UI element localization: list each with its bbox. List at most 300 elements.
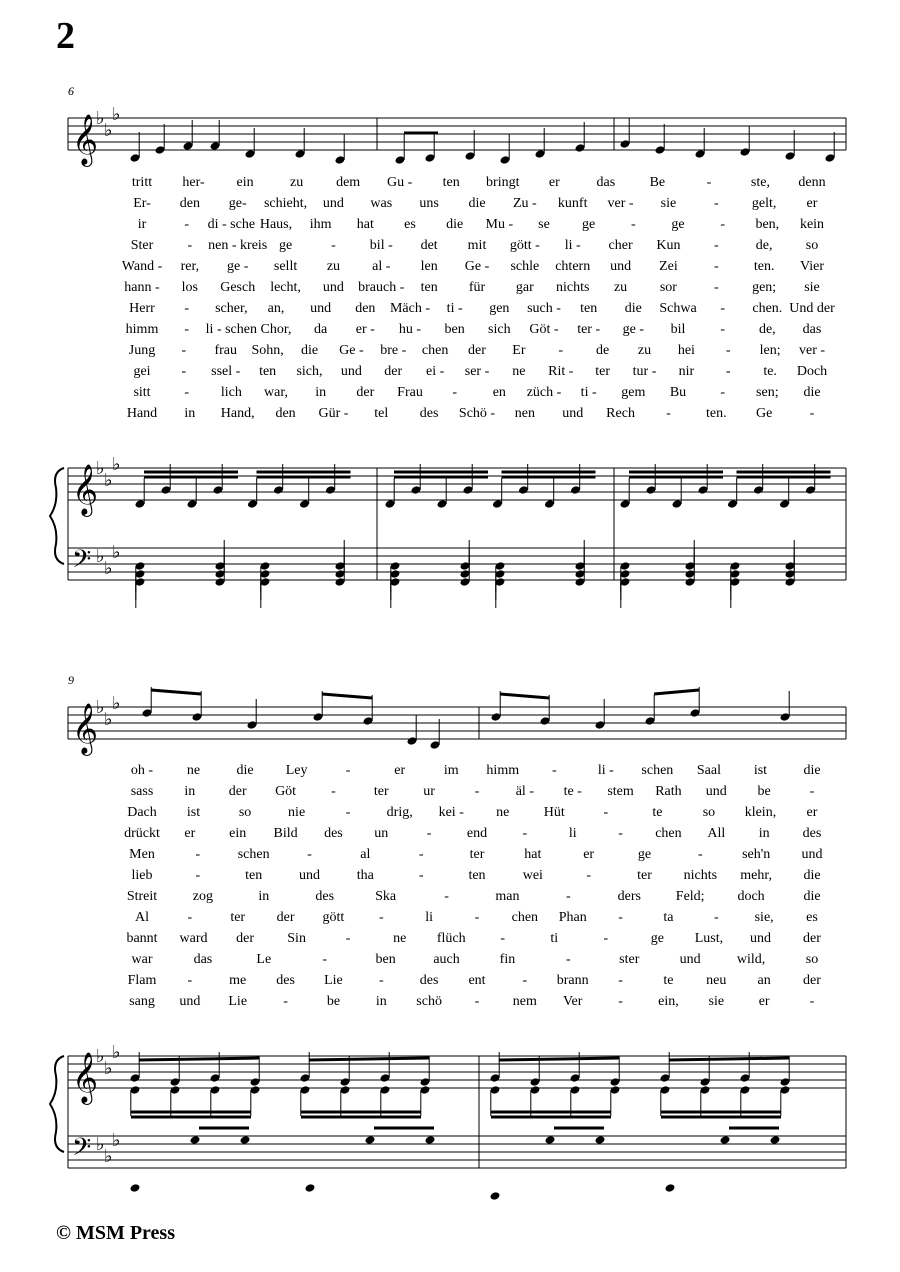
lyric-syllable: Ley xyxy=(285,763,308,778)
lyric-syllable: Sohn, xyxy=(251,343,284,358)
lyric-syllable: der xyxy=(468,343,486,358)
lyric-syllable: ver - xyxy=(798,343,826,358)
lyric-syllable: gen; xyxy=(752,280,777,295)
lyric-syllable: - xyxy=(618,826,623,841)
lyric-syllable: - xyxy=(418,868,424,883)
lyric-syllable: al xyxy=(360,847,371,862)
lyric-syllable: ten xyxy=(245,868,263,883)
lyric-syllable: gött xyxy=(322,910,345,925)
lyric-syllable: des xyxy=(419,406,439,421)
lyric-syllable: die xyxy=(446,217,464,232)
lyric-syllable: Men xyxy=(129,847,155,862)
lyric-syllable: äl - xyxy=(515,784,534,799)
lyric-syllable: hann - xyxy=(124,280,160,295)
lyric-syllable: sang xyxy=(129,994,155,1009)
lyric-syllable: sie xyxy=(660,196,677,211)
lyric-syllable: bringt xyxy=(486,175,520,190)
lyric-syllable: - xyxy=(331,784,336,799)
bass-note xyxy=(595,1135,606,1145)
lyric-line xyxy=(112,931,852,952)
lyric-syllable: - xyxy=(566,889,571,904)
lyric-syllable: - xyxy=(558,343,564,358)
lyric-line xyxy=(112,406,852,427)
bass-note xyxy=(130,1183,141,1193)
lyric-syllable: - xyxy=(809,406,815,421)
lyric-syllable: - xyxy=(603,931,609,946)
lyric-syllable: drückt xyxy=(124,826,160,841)
lyric-syllable: ter xyxy=(595,364,611,379)
lyric-syllable: er xyxy=(806,196,818,211)
lyric-syllable: Le xyxy=(256,952,272,967)
lyric-line xyxy=(112,763,852,784)
lyric-syllable: sie xyxy=(708,994,725,1009)
lyric-syllable: sor xyxy=(659,280,677,295)
lyric-line xyxy=(112,238,852,259)
lyric-syllable: so xyxy=(805,238,819,253)
lyric-syllable: Schwa xyxy=(659,301,697,316)
lyric-syllable: Lust, xyxy=(694,931,724,946)
lyric-syllable: Dach xyxy=(127,805,157,820)
lyric-syllable: det xyxy=(420,238,438,253)
lyric-syllable: Kun xyxy=(656,238,681,253)
lyric-syllable: di - sche xyxy=(207,217,256,232)
lyric-syllable: nen xyxy=(514,406,535,421)
lyric-syllable: und xyxy=(310,301,332,316)
lyric-syllable: ssel - xyxy=(211,364,241,379)
lyric-syllable: Streit xyxy=(126,889,158,904)
flat-sign: ♭ xyxy=(112,1042,121,1063)
lyric-syllable: - xyxy=(181,343,187,358)
lyric-syllable: was xyxy=(370,196,393,211)
lyric-syllable: Vier xyxy=(799,259,825,274)
lyric-syllable: her- xyxy=(182,175,205,190)
lyric-syllable: ser - xyxy=(464,364,490,379)
lyric-syllable: ge xyxy=(582,217,596,232)
lyric-syllable: der xyxy=(228,784,247,799)
lyric-syllable: die xyxy=(236,763,254,778)
lyric-syllable: der xyxy=(236,931,255,946)
lyric-syllable: war, xyxy=(264,385,288,400)
lyric-syllable: al - xyxy=(372,259,391,274)
lyric-syllable: den xyxy=(355,301,376,316)
lyric-syllable: Feld; xyxy=(675,889,705,904)
flat-sign: ♭ xyxy=(96,108,105,129)
bass-note xyxy=(770,1135,781,1145)
lyric-syllable: - xyxy=(618,910,623,925)
lyric-syllable: ten xyxy=(442,175,460,190)
lyric-syllable: - xyxy=(720,322,725,337)
lyric-syllable: ter - xyxy=(577,322,601,337)
beam xyxy=(151,690,201,694)
brace xyxy=(50,468,64,564)
lyric-syllable: de xyxy=(596,343,610,358)
lyric-syllable: tur - xyxy=(632,364,657,379)
bass-clef: 𝄢 xyxy=(72,545,92,580)
lyric-syllable: schö xyxy=(416,994,442,1009)
lyric-syllable: an, xyxy=(267,301,285,316)
lyric-syllable: schle xyxy=(510,259,540,274)
lyric-syllable: zu xyxy=(326,259,341,274)
lyric-syllable: ge xyxy=(650,931,664,946)
lyric-syllable: lecht, xyxy=(270,280,301,295)
lyric-syllable: an xyxy=(757,973,771,988)
bass-note xyxy=(240,1135,251,1145)
lyric-syllable: sie, xyxy=(754,910,774,925)
lyric-syllable: Ska xyxy=(375,889,397,904)
lyric-syllable: ter xyxy=(230,910,246,925)
lyric-syllable: me xyxy=(229,973,247,988)
lyric-syllable: - xyxy=(331,238,336,253)
lyric-syllable: und xyxy=(705,784,727,799)
lyric-syllable: ir xyxy=(137,217,147,232)
lyric-line xyxy=(112,196,852,217)
lyric-syllable: nichts xyxy=(555,280,590,295)
flat-sign: ♭ xyxy=(104,558,113,579)
lyric-syllable: - xyxy=(725,364,731,379)
lyric-syllable: ne xyxy=(512,364,526,379)
lyric-syllable: zu xyxy=(613,280,628,295)
lyric-syllable: zu xyxy=(290,175,304,190)
lyric-syllable: für xyxy=(468,280,486,295)
lyric-syllable: li - schen xyxy=(205,322,257,337)
lyric-syllable: tel xyxy=(374,406,389,421)
lyric-syllable: ist xyxy=(753,763,768,778)
brace xyxy=(50,1056,64,1152)
lyric-syllable: und xyxy=(679,952,701,967)
lyric-syllable: hat xyxy=(356,217,374,232)
lyric-syllable: war xyxy=(131,952,153,967)
lyric-syllable: tritt xyxy=(131,175,153,190)
lyric-syllable: sich, xyxy=(296,364,323,379)
lyric-syllable: - xyxy=(713,238,719,253)
lyric-syllable: - xyxy=(378,973,384,988)
lyric-syllable: züch - xyxy=(526,385,562,400)
beam xyxy=(139,1058,259,1060)
lyric-syllable: - xyxy=(474,994,480,1009)
lyric-syllable: zu xyxy=(637,343,652,358)
lyric-syllable: gött - xyxy=(509,238,540,253)
lyric-syllable: - xyxy=(418,847,424,862)
lyric-syllable: ge xyxy=(671,217,685,232)
lyric-syllable: der xyxy=(356,385,375,400)
lyric-syllable: nie xyxy=(288,805,306,820)
lyric-syllable: in xyxy=(375,994,387,1009)
lyric-syllable: Flam xyxy=(127,973,157,988)
lyric-syllable: dem xyxy=(336,175,361,190)
flat-sign: ♭ xyxy=(104,1058,113,1079)
bass-note xyxy=(365,1135,376,1145)
lyric-syllable: stem xyxy=(607,784,634,799)
lyric-syllable: Bild xyxy=(273,826,298,841)
lyric-syllable: en xyxy=(492,385,506,400)
lyric-line xyxy=(112,805,852,826)
lyric-syllable: und xyxy=(179,994,201,1009)
lyric-syllable: den xyxy=(179,196,200,211)
beam xyxy=(499,1058,619,1060)
lyric-syllable: de, xyxy=(755,238,773,253)
lyric-syllable: - xyxy=(187,910,193,925)
lyric-syllable: - xyxy=(720,301,725,316)
lyric-syllable: ders xyxy=(617,889,641,904)
lyric-syllable: be xyxy=(326,994,341,1009)
lyric-syllable: brauch - xyxy=(358,280,405,295)
lyric-line xyxy=(112,973,852,994)
lyric-syllable: mehr, xyxy=(740,868,773,883)
lyric-syllable: - xyxy=(474,910,480,925)
bass-clef: 𝄢 xyxy=(72,1133,92,1168)
lyric-syllable: rer, xyxy=(180,259,200,274)
flat-sign: ♭ xyxy=(112,1130,121,1151)
treble-clef: 𝄞 xyxy=(72,703,99,754)
lyric-syllable: cher xyxy=(608,238,633,253)
lyric-syllable: Bu xyxy=(669,385,687,400)
lyric-syllable: es xyxy=(404,217,416,232)
lyric-line xyxy=(112,994,852,1015)
lyric-syllable: Frau xyxy=(397,385,423,400)
lyric-syllable: Chor, xyxy=(260,322,292,337)
lyric-line xyxy=(112,826,852,847)
copyright-notice: © MSM Press xyxy=(56,1222,175,1244)
lyric-syllable: hu - xyxy=(398,322,422,337)
lyric-syllable: - xyxy=(181,364,187,379)
lyric-syllable: Ge - xyxy=(464,259,490,274)
flat-sign: ♭ xyxy=(112,454,121,475)
flat-sign: ♭ xyxy=(112,693,121,714)
lyric-syllable: Saal xyxy=(696,763,721,778)
lyric-syllable: hat xyxy=(524,847,542,862)
bass-note xyxy=(545,1135,556,1145)
lyric-syllable: ge xyxy=(278,238,293,253)
lyric-syllable: ster xyxy=(619,952,640,967)
lyric-syllable: und xyxy=(801,847,823,862)
lyric-line xyxy=(112,322,852,343)
lyric-syllable: denn xyxy=(798,175,826,190)
lyric-syllable: gei xyxy=(133,364,151,379)
lyric-syllable: - xyxy=(426,826,432,841)
lyric-syllable: - xyxy=(195,847,201,862)
lyric-syllable: - xyxy=(187,973,193,988)
lyric-syllable: neu xyxy=(706,973,727,988)
lyric-syllable: Herr xyxy=(129,301,155,316)
lyric-syllable: - xyxy=(187,238,193,253)
lyric-syllable: end xyxy=(466,826,488,841)
lyric-syllable: ti xyxy=(550,931,559,946)
lyric-syllable: chen xyxy=(511,910,539,925)
lyric-syllable: ne xyxy=(186,763,201,778)
lyric-syllable: gem xyxy=(621,385,646,400)
lyrics-block-system-1 xyxy=(112,175,852,427)
bass-note xyxy=(720,1135,731,1145)
lyric-syllable: li xyxy=(568,826,577,841)
lyric-syllable: Sin xyxy=(287,931,306,946)
lyric-syllable: er xyxy=(394,763,406,778)
lyric-syllable: flüch xyxy=(436,931,466,946)
lyric-syllable: und xyxy=(322,196,344,211)
lyric-syllable: Lie xyxy=(324,973,343,988)
lyric-syllable: er xyxy=(758,994,770,1009)
lyric-syllable: ti - xyxy=(446,301,463,316)
lyric-syllable: in xyxy=(184,784,196,799)
lyric-syllable: doch xyxy=(737,889,765,904)
lyric-syllable: - xyxy=(566,952,571,967)
lyric-syllable: - xyxy=(522,973,528,988)
lyric-syllable: - xyxy=(378,910,384,925)
lyric-syllable: ge - xyxy=(227,259,249,274)
lyric-syllable: ter xyxy=(469,847,485,862)
lyric-syllable: und xyxy=(299,868,320,883)
lyric-syllable: des xyxy=(802,826,822,841)
lyric-syllable: ei - xyxy=(425,364,445,379)
lyric-syllable: gar xyxy=(515,280,534,295)
lyric-syllable: - xyxy=(184,322,189,337)
lyric-syllable: in xyxy=(758,826,770,841)
lyric-syllable: Gesch xyxy=(220,280,256,295)
lyric-syllable: ihm xyxy=(309,217,332,232)
beam xyxy=(500,694,549,698)
lyric-syllable: Haus, xyxy=(259,217,293,232)
lyric-syllable: drig, xyxy=(386,805,413,820)
lyric-line xyxy=(112,280,852,301)
lyric-syllable: kei - xyxy=(438,805,464,820)
lyric-syllable: Er xyxy=(512,343,526,358)
lyric-syllable: chen xyxy=(655,826,682,841)
lyric-syllable: Be xyxy=(649,175,666,190)
lyric-syllable: - xyxy=(307,847,312,862)
lyric-line xyxy=(112,952,852,973)
lyric-syllable: te - xyxy=(563,784,582,799)
lyric-syllable: - xyxy=(809,784,815,799)
lyric-syllable: - xyxy=(345,931,351,946)
lyric-syllable: der xyxy=(803,931,821,946)
lyric-syllable: - xyxy=(725,343,731,358)
lyric-syllable: er xyxy=(548,175,560,190)
lyric-syllable: - xyxy=(474,784,480,799)
lyric-syllable: ten xyxy=(580,301,598,316)
lyric-syllable: das xyxy=(596,175,616,190)
lyric-syllable: er xyxy=(583,847,595,862)
lyric-syllable: er xyxy=(184,826,196,841)
lyric-syllable: sitt xyxy=(133,385,151,400)
lyric-syllable: te xyxy=(652,805,663,820)
lyric-syllable: die xyxy=(468,196,486,211)
lyric-syllable: die xyxy=(300,343,319,358)
lyric-syllable: - xyxy=(720,217,725,232)
lyric-syllable: ein xyxy=(229,826,247,841)
lyric-syllable: sich xyxy=(488,322,511,337)
lyric-syllable: - xyxy=(697,847,703,862)
lyric-syllable: so xyxy=(238,805,252,820)
lyric-syllable: und xyxy=(749,931,771,946)
lyric-syllable: Lie xyxy=(228,994,248,1009)
lyric-syllable: Göt - xyxy=(529,322,559,337)
lyric-syllable: ter xyxy=(637,868,652,883)
lyric-syllable: im xyxy=(443,763,459,778)
lyric-syllable: len; xyxy=(759,343,781,358)
bass-note xyxy=(425,1135,436,1145)
lyric-syllable: li xyxy=(425,910,434,925)
lyric-syllable: in xyxy=(184,406,196,421)
lyric-syllable: der xyxy=(803,973,821,988)
lyric-syllable: himm xyxy=(125,322,159,337)
lyric-syllable: Hand, xyxy=(220,406,255,421)
lyric-syllable: - xyxy=(713,280,719,295)
lyric-syllable: Rit - xyxy=(548,364,574,379)
bass-note xyxy=(190,1135,201,1145)
lyric-syllable: man xyxy=(495,889,520,904)
lyric-line xyxy=(112,868,852,889)
beam xyxy=(309,1058,429,1060)
lyric-syllable: ne xyxy=(393,931,407,946)
lyric-syllable: - xyxy=(551,763,557,778)
bass-note xyxy=(490,1191,501,1201)
flat-sign: ♭ xyxy=(96,1134,105,1155)
lyric-syllable: Hüt xyxy=(543,805,565,820)
lyric-syllable: in xyxy=(258,889,270,904)
lyric-syllable: - xyxy=(444,889,449,904)
lyric-syllable: ein xyxy=(236,175,254,190)
lyric-syllable: die xyxy=(803,868,821,883)
lyric-syllable: des xyxy=(276,973,295,988)
flat-sign: ♭ xyxy=(112,542,121,563)
lyric-syllable: Hand xyxy=(126,406,158,421)
lyric-syllable: Mu - xyxy=(485,217,514,232)
treble-clef: 𝄞 xyxy=(72,464,99,515)
lyric-syllable: be xyxy=(757,784,771,799)
lyric-line xyxy=(112,910,852,931)
lyric-syllable: - xyxy=(522,826,528,841)
lyric-syllable: sellt xyxy=(273,259,298,274)
lyric-syllable: te. xyxy=(763,364,777,379)
lyric-syllable: Rath xyxy=(655,784,682,799)
lyric-syllable: des xyxy=(324,826,343,841)
treble-clef: 𝄞 xyxy=(72,1052,99,1103)
lyric-syllable: ver - xyxy=(607,196,634,211)
lyric-line xyxy=(112,175,852,196)
lyric-syllable: oh - xyxy=(130,763,154,778)
lyric-syllable: bannt xyxy=(126,931,158,946)
lyric-syllable: er - xyxy=(355,322,375,337)
lyric-syllable: so xyxy=(702,805,716,820)
flat-sign: ♭ xyxy=(104,709,113,730)
flat-sign: ♭ xyxy=(104,470,113,491)
lyric-syllable: ten. xyxy=(753,259,775,274)
lyric-line xyxy=(112,889,852,910)
lyric-syllable: Phan xyxy=(558,910,587,925)
lyric-syllable: Mäch - xyxy=(389,301,431,316)
lyric-syllable: sass xyxy=(130,784,154,799)
lyric-syllable: es xyxy=(806,910,818,925)
lyric-syllable: Ster xyxy=(130,238,154,253)
lyric-syllable: - xyxy=(618,973,623,988)
lyric-syllable: nichts xyxy=(683,868,718,883)
lyric-syllable: - xyxy=(713,196,719,211)
lyric-syllable: nir xyxy=(678,364,695,379)
lyric-syllable: nem xyxy=(512,994,537,1009)
lyric-syllable: tha xyxy=(356,868,374,883)
lyric-syllable: das xyxy=(802,322,822,337)
flat-sign: ♭ xyxy=(104,1146,113,1167)
lyric-syllable: chen xyxy=(421,343,449,358)
bass-note xyxy=(665,1183,676,1193)
lyric-syllable: ter xyxy=(373,784,389,799)
lyric-syllable: Zei xyxy=(659,259,678,274)
lyric-syllable: himm xyxy=(486,763,520,778)
lyric-syllable: len xyxy=(420,259,438,274)
lyric-syllable: scher, xyxy=(215,301,248,316)
lyric-syllable: Jung xyxy=(128,343,156,358)
lyric-syllable: such - xyxy=(527,301,561,316)
lyric-syllable: gen xyxy=(489,301,510,316)
